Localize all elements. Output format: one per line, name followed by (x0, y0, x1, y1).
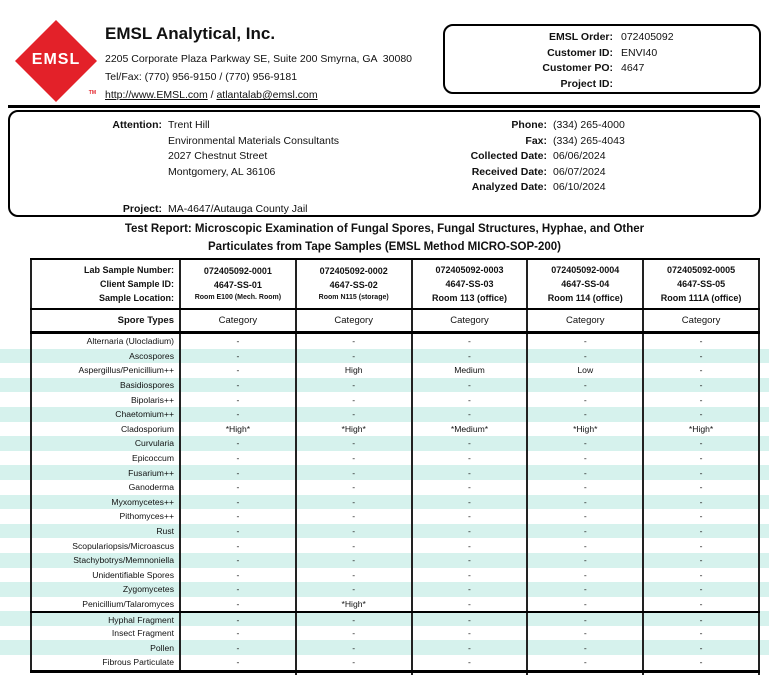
category-value: - (297, 553, 413, 568)
sample-location: Room 113 (office) (431, 293, 507, 303)
category-value: - (644, 363, 760, 378)
category-value: *Medium* (413, 422, 529, 437)
spore-row (0, 465, 769, 480)
category-column-header: Category (528, 310, 644, 331)
category-value: - (181, 640, 297, 655)
category-value: - (644, 509, 760, 524)
row-label: Hyphal Fragment (30, 613, 181, 626)
spore-row (0, 568, 769, 583)
category-value: - (644, 568, 760, 583)
row-label: Insect Fragment (30, 626, 181, 641)
table-bottom-edge (0, 670, 769, 675)
category-column-header: Category (413, 310, 529, 331)
company-address: 2205 Corporate Plaza Parkway SE, Suite 200 Smyrna, GA 30080 (105, 53, 413, 65)
category-value: - (413, 451, 529, 466)
lab-sample-number: 072405092-0002 (319, 266, 388, 276)
category-value: - (528, 407, 644, 422)
category-value: - (644, 495, 760, 510)
row-label: Cladosporium (30, 422, 181, 437)
attention-label (10, 134, 162, 150)
row-label: Pithomyces++ (30, 509, 181, 524)
category-value: - (297, 524, 413, 539)
category-value: - (528, 640, 644, 655)
category-value: - (413, 582, 529, 597)
category-value: - (528, 655, 644, 670)
sample-header-row (0, 258, 769, 310)
particulate-row (0, 640, 769, 655)
category-value: - (644, 436, 760, 451)
category-value: - (528, 465, 644, 480)
category-value: - (644, 392, 760, 407)
category-value: - (528, 495, 644, 510)
report-title-line1: Test Report: Microscopic Examination of Fungal Spores, Fungal Structures, Hyphae, and Other (124, 223, 645, 235)
category-value: - (413, 597, 529, 612)
category-value: - (413, 524, 529, 539)
category-value: - (297, 349, 413, 364)
spore-row (0, 553, 769, 568)
category-value: *High* (181, 422, 297, 437)
sample-column-header (413, 260, 529, 308)
category-value: - (528, 436, 644, 451)
spore-row (0, 363, 769, 378)
category-value: - (413, 334, 529, 349)
contact-field-value: 06/07/2024 (553, 165, 606, 178)
row-label: Aspergillus/Penicillium++ (30, 363, 181, 378)
company-telfax: Tel/Fax: (770) 956-9150 / (770) 956-9181 (105, 71, 298, 83)
category-value: - (413, 553, 529, 568)
lab-sample-number-label: Lab Sample Number: (83, 265, 174, 275)
category-value: - (644, 334, 760, 349)
lab-sample-number: 072405092-0004 (551, 265, 620, 275)
category-value: - (181, 363, 297, 378)
contact-box (8, 110, 761, 217)
sample-location: Room N115 (storage) (318, 294, 389, 301)
attention-label (10, 165, 162, 181)
contact-field (340, 165, 750, 181)
category-value: - (528, 378, 644, 393)
category-value: - (644, 451, 760, 466)
category-value: - (297, 378, 413, 393)
category-value: - (297, 568, 413, 583)
category-value: - (181, 451, 297, 466)
contact-field-value: 06/10/2024 (553, 181, 606, 194)
lab-sample-number: 072405092-0005 (667, 265, 736, 275)
company-links (105, 89, 318, 101)
category-value: - (181, 436, 297, 451)
category-value: - (644, 597, 760, 612)
category-value: - (528, 626, 644, 641)
category-value: - (644, 640, 760, 655)
client-sample-id: 4647-SS-02 (329, 280, 378, 290)
website-link[interactable]: http://www.EMSL.com (105, 89, 208, 101)
category-value: - (413, 655, 529, 670)
attention-label: Attention: (112, 119, 162, 131)
order-field (445, 76, 759, 92)
category-value: - (181, 465, 297, 480)
category-value: - (413, 509, 529, 524)
spore-row (0, 349, 769, 364)
contact-field (340, 149, 750, 165)
sample-location: Room E100 (Mech. Room) (194, 294, 282, 301)
row-label: Penicillium/Talaromyces (30, 597, 181, 612)
category-value: - (181, 349, 297, 364)
row-label: Scopulariopsis/Microascus (30, 538, 181, 553)
category-value: - (644, 613, 760, 626)
attention-line: Environmental Materials Consultants (168, 134, 339, 147)
category-value: - (644, 349, 760, 364)
spore-row (0, 509, 769, 524)
spore-row (0, 582, 769, 597)
order-field-label: Customer ID: (547, 46, 613, 59)
order-field (445, 29, 759, 45)
category-value: - (181, 392, 297, 407)
dates-block (340, 118, 750, 196)
spore-row (0, 495, 769, 510)
attention-label (10, 149, 162, 165)
sample-location-label: Sample Location: (98, 293, 174, 303)
link-separator: / (207, 89, 217, 101)
order-field-label: Customer PO: (542, 62, 613, 75)
particulate-row (0, 626, 769, 641)
category-value: High (297, 363, 413, 378)
spore-row (0, 480, 769, 495)
row-label: Epicoccum (30, 451, 181, 466)
category-value: - (644, 655, 760, 670)
contact-field (340, 180, 750, 196)
category-value: - (297, 436, 413, 451)
attention-row (10, 165, 340, 181)
category-value: - (413, 495, 529, 510)
attention-block (10, 118, 340, 218)
client-sample-id: 4647-SS-01 (213, 280, 262, 290)
order-field-value: 4647 (621, 62, 645, 75)
contact-field-label: Collected Date: (470, 150, 547, 163)
row-label: Ganoderma (30, 480, 181, 495)
category-value: - (413, 378, 529, 393)
spore-row (0, 538, 769, 553)
category-value: - (413, 538, 529, 553)
row-label: Alternaria (Ulocladium) (30, 334, 181, 349)
category-value: - (528, 582, 644, 597)
row-label: Bipolaris++ (30, 392, 181, 407)
spore-row (0, 407, 769, 422)
attention-row (10, 149, 340, 165)
category-value: - (644, 626, 760, 641)
project-value: MA-4647/Autauga County Jail (168, 203, 308, 216)
category-value: - (297, 465, 413, 480)
category-value: - (413, 626, 529, 641)
category-value: - (413, 436, 529, 451)
client-sample-id-label: Client Sample ID: (99, 279, 174, 289)
category-value: - (297, 480, 413, 495)
row-label: Unidentifiable Spores (30, 568, 181, 583)
client-sample-id: 4647-SS-03 (445, 279, 494, 289)
contact-field-value: (334) 265-4043 (553, 134, 625, 147)
category-value: - (644, 524, 760, 539)
category-value: *High* (644, 422, 760, 437)
spore-row (0, 524, 769, 539)
row-label: Chaetomium++ (30, 407, 181, 422)
sample-header-labels (30, 260, 181, 308)
category-value: - (297, 451, 413, 466)
category-value: - (297, 626, 413, 641)
category-value: - (528, 597, 644, 612)
category-value: - (297, 509, 413, 524)
row-label: Basidiospores (30, 378, 181, 393)
lab-sample-number: 072405092-0001 (203, 266, 272, 276)
category-value: - (181, 480, 297, 495)
category-value: - (297, 392, 413, 407)
category-value: - (297, 538, 413, 553)
row-label: Stachybotrys/Memnoniella (30, 553, 181, 568)
row-label: Fibrous Particulate (30, 655, 181, 670)
row-label: Myxomycetes++ (30, 495, 181, 510)
project-row (10, 202, 340, 218)
category-value: - (181, 553, 297, 568)
contact-field-label: Received Date: (471, 165, 547, 178)
category-value: - (644, 378, 760, 393)
contact-field-label: Phone: (511, 119, 547, 131)
email-link[interactable]: atlantalab@emsl.com (216, 89, 318, 101)
logo-trademark: TM (88, 90, 96, 96)
category-value: *High* (297, 422, 413, 437)
row-label: Ascospores (30, 349, 181, 364)
header-divider (8, 105, 760, 108)
category-value: - (528, 349, 644, 364)
category-column-header: Category (644, 310, 760, 331)
attention-line: Trent Hill (168, 119, 210, 131)
category-value: - (297, 655, 413, 670)
emsl-logo (14, 20, 98, 104)
category-value: - (181, 613, 297, 626)
category-value: - (181, 597, 297, 612)
order-field (445, 61, 759, 77)
category-value: - (528, 392, 644, 407)
contact-field (340, 134, 750, 150)
contact-field (340, 118, 750, 134)
category-value: - (181, 495, 297, 510)
category-value: - (644, 582, 760, 597)
client-sample-id: 4647-SS-05 (677, 279, 726, 289)
category-value: - (413, 613, 529, 626)
category-value: - (181, 538, 297, 553)
row-label: Curvularia (30, 436, 181, 451)
category-value: - (528, 480, 644, 495)
sample-column-header (181, 260, 297, 308)
category-value: Medium (413, 363, 529, 378)
category-value: - (413, 392, 529, 407)
category-value: - (644, 480, 760, 495)
results-table (0, 258, 769, 675)
category-value: - (297, 407, 413, 422)
category-value: - (297, 640, 413, 655)
category-value: - (644, 538, 760, 553)
category-value: - (413, 349, 529, 364)
category-column-header: Category (181, 310, 297, 331)
category-value: - (297, 613, 413, 626)
category-value: - (181, 655, 297, 670)
sample-location: Room 114 (office) (547, 293, 623, 303)
category-value: - (181, 509, 297, 524)
category-value: - (181, 626, 297, 641)
order-field (445, 45, 759, 61)
project-label: Project: (122, 203, 162, 216)
category-value: - (413, 465, 529, 480)
spore-row (0, 422, 769, 437)
category-value: - (528, 524, 644, 539)
logo-text: EMSL (31, 51, 81, 68)
particulate-row (0, 611, 769, 626)
spore-row (0, 392, 769, 407)
spore-row (0, 334, 769, 349)
category-value: - (413, 568, 529, 583)
attention-line: Montgomery, AL 36106 (168, 165, 276, 178)
category-value: - (413, 480, 529, 495)
attention-row (10, 118, 340, 134)
spore-row (0, 597, 769, 612)
category-value: - (413, 407, 529, 422)
category-value: - (181, 582, 297, 597)
category-value: *High* (528, 422, 644, 437)
sample-location: Room 111A (office) (660, 293, 742, 303)
category-value: Low (528, 363, 644, 378)
category-value: - (528, 568, 644, 583)
category-value: - (528, 553, 644, 568)
order-field-value: 072405092 (621, 30, 674, 43)
category-value: - (528, 509, 644, 524)
category-value: - (297, 495, 413, 510)
category-value: - (181, 524, 297, 539)
category-value: - (297, 582, 413, 597)
row-label: Zygomycetes (30, 582, 181, 597)
order-field-label: Project ID: (560, 78, 613, 91)
report-title-line2: Particulates from Tape Samples (EMSL Method MICRO-SOP-200) (208, 240, 561, 253)
order-field-value: ENVI40 (621, 46, 658, 59)
category-value: - (297, 334, 413, 349)
order-field-label: EMSL Order: (549, 30, 613, 43)
spore-row (0, 451, 769, 466)
category-value: - (181, 378, 297, 393)
spore-types-header: Spore Types (30, 310, 181, 331)
category-column-header: Category (297, 310, 413, 331)
spore-row (0, 436, 769, 451)
attention-row (10, 134, 340, 150)
category-value: - (181, 334, 297, 349)
category-value: - (181, 568, 297, 583)
category-value: - (528, 613, 644, 626)
report-title (0, 221, 769, 256)
category-value: - (528, 538, 644, 553)
category-value: - (181, 407, 297, 422)
row-label: Rust (30, 524, 181, 539)
category-header-row (0, 310, 769, 334)
contact-field-value: 06/06/2024 (553, 150, 606, 163)
category-value: - (644, 465, 760, 480)
contact-field-label: Analyzed Date: (471, 181, 547, 194)
company-name: EMSL Analytical, Inc. (105, 24, 276, 43)
category-value: - (644, 407, 760, 422)
client-sample-id: 4647-SS-04 (561, 279, 610, 289)
category-value: - (413, 640, 529, 655)
sample-column-header (297, 260, 413, 308)
sample-column-header (528, 260, 644, 308)
sample-column-header (644, 260, 760, 308)
category-value: - (644, 553, 760, 568)
particulate-row (0, 655, 769, 670)
attention-line: 2027 Chestnut Street (168, 150, 268, 163)
contact-field-value: (334) 265-4000 (553, 119, 625, 131)
category-value: - (528, 334, 644, 349)
contact-field-label: Fax: (525, 134, 547, 147)
spore-row (0, 378, 769, 393)
row-label: Pollen (30, 640, 181, 655)
lab-sample-number: 072405092-0003 (435, 265, 504, 275)
category-value: *High* (297, 597, 413, 612)
category-value: - (528, 451, 644, 466)
row-label: Fusarium++ (30, 465, 181, 480)
order-info-box (443, 24, 761, 94)
